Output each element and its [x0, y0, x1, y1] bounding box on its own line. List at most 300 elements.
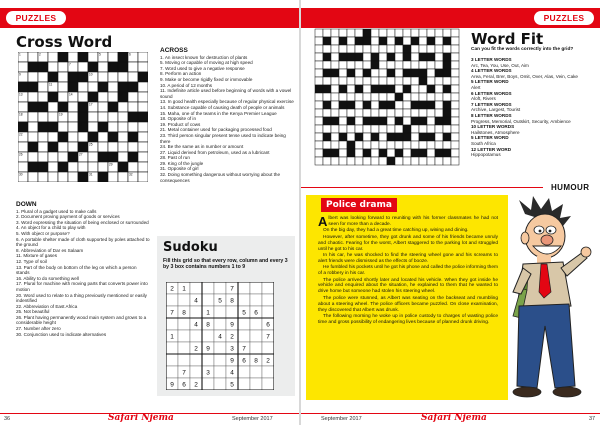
word-group-words: Progress, Memorial, Outskirt, Security, Ambience — [471, 118, 571, 124]
story-text — [318, 216, 498, 326]
clue-item: 13. Part of the body on bottom of the leg on which a person stands — [16, 264, 137, 276]
wordfit-cell — [411, 77, 419, 85]
crossword-cell — [118, 62, 128, 72]
wordfit-cell — [363, 37, 371, 45]
wordfit-subtitle: Can you fit the words correctly into the grid? — [471, 47, 574, 52]
crossword-cell — [138, 62, 148, 72]
wordfit-cell — [371, 101, 379, 109]
crossword-cell — [98, 162, 108, 172]
wordfit-cell — [347, 93, 355, 101]
wordfit-cell — [435, 61, 443, 69]
wordfit-cell — [387, 117, 395, 125]
crossword-cell — [78, 102, 88, 112]
wordfit-cell — [435, 149, 443, 157]
wordfit-cell — [451, 157, 459, 165]
sudoku-cell — [250, 318, 262, 330]
wordfit-cell — [403, 45, 411, 53]
wordfit-cell — [323, 61, 331, 69]
wordfit-cell — [355, 53, 363, 61]
wordfit-cell — [379, 157, 387, 165]
word-group-heading: 3 LETTER WORDS — [471, 57, 512, 62]
wordfit-cell — [387, 37, 395, 45]
wordfit-cell — [331, 29, 339, 37]
word-group-heading: 12 LETTER WORD — [471, 146, 512, 152]
wordfit-cell — [435, 117, 443, 125]
wordfit-cell — [347, 149, 355, 157]
wordfit-cell — [315, 85, 323, 93]
wordfit-cell — [339, 61, 347, 69]
wordfit-cell — [403, 53, 411, 61]
wordfit-cell — [411, 45, 419, 53]
clue-item: 15. Maha, one of the teams in the Kenya Premier League — [160, 110, 277, 116]
crossword-cell — [118, 172, 128, 182]
crossword-cell — [108, 142, 118, 152]
wordfit-cell — [403, 117, 411, 125]
clue-item: 23. Third person singular present tense used to indicate being there — [160, 132, 286, 144]
crossword-cell — [98, 172, 108, 182]
crossword-cell — [118, 132, 128, 142]
wordfit-cell — [355, 61, 363, 69]
crossword-cell — [28, 142, 38, 152]
wordfit-cell — [451, 37, 459, 45]
sudoku-digit: 7 — [170, 309, 174, 317]
crossword-cell — [28, 162, 38, 172]
crossword-cell — [28, 132, 38, 142]
wordfit-cell — [363, 69, 371, 77]
sudoku-digit: 1 — [206, 309, 210, 317]
crossword-cell — [88, 62, 98, 72]
wordfit-cell — [323, 125, 331, 133]
across-clues — [160, 48, 294, 183]
sudoku-digit: 5 — [230, 381, 234, 389]
wordfit-cell — [355, 77, 363, 85]
crossword-cell — [68, 102, 78, 112]
wordfit-cell — [379, 141, 387, 149]
wordfit-cell — [363, 45, 371, 53]
crossword-cell — [138, 82, 148, 92]
wordfit-grid[interactable] — [314, 28, 464, 174]
across-heading: ACROSS — [160, 47, 188, 54]
wordfit-cell — [339, 85, 347, 93]
humour-label: HUMOUR — [551, 183, 590, 192]
clue-item: 27. Number after zero — [16, 326, 61, 332]
sudoku-cell — [202, 282, 214, 294]
wordfit-cell — [355, 29, 363, 37]
sudoku-cell — [214, 282, 226, 294]
crossword-cell — [118, 72, 128, 82]
wordfit-cell — [339, 133, 347, 141]
wordfit-cell — [451, 93, 459, 101]
sudoku-cell — [250, 330, 262, 342]
wordfit-cell — [315, 53, 323, 61]
wordfit-cell — [339, 157, 347, 165]
wordfit-cell — [315, 117, 323, 125]
crossword-clue-number: 3 — [59, 52, 61, 57]
wordfit-cell — [451, 45, 459, 53]
wordfit-cell — [371, 109, 379, 117]
crossword-cell — [128, 162, 138, 172]
wordfit-cell — [451, 125, 459, 133]
word-group-heading: 5 LETTER WORD — [471, 79, 509, 85]
crossword-cell — [38, 152, 48, 162]
crossword-cell — [28, 82, 38, 92]
wordfit-cell — [331, 133, 339, 141]
wordfit-cell — [435, 157, 443, 165]
wordfit-cell — [379, 133, 387, 141]
sudoku-cell — [190, 282, 202, 294]
clue-item: 20. Word used to relate to a thing previously mentioned or easily indentified — [16, 292, 147, 304]
wordfit-cell — [331, 117, 339, 125]
sudoku-cell — [214, 306, 226, 318]
wordfit-cell — [395, 117, 403, 125]
crossword-cell — [88, 122, 98, 132]
story-title: Police drama — [321, 198, 397, 212]
wordfit-cell — [355, 45, 363, 53]
wordfit-cell — [379, 101, 387, 109]
wordfit-cell — [339, 117, 347, 125]
crossword-cell — [58, 72, 68, 82]
wordfit-cell — [315, 45, 323, 53]
sudoku-digit: 9 — [230, 321, 234, 329]
wordfit-cell — [331, 45, 339, 53]
wordfit-cell — [355, 109, 363, 117]
story-paragraph: On the big day, they had a great time catching up, wining and dining. — [323, 228, 469, 234]
wordfit-cell — [363, 61, 371, 69]
crossword-cell — [128, 132, 138, 142]
wordfit-cell — [315, 109, 323, 117]
crossword-clue-number: 4 — [79, 52, 81, 57]
wordfit-cell — [371, 133, 379, 141]
wordfit-cell — [387, 61, 395, 69]
crossword-cell — [88, 162, 98, 172]
wordfit-cell — [419, 133, 427, 141]
wordfit-cell — [435, 125, 443, 133]
clue-item: 21. Metal container used for packaging processed food — [160, 127, 272, 133]
wordfit-cell — [387, 101, 395, 109]
wordfit-cell — [411, 141, 419, 149]
wordfit-cell — [403, 93, 411, 101]
sudoku-cell — [166, 366, 178, 378]
clue-item: 31. Opposite of girl — [160, 166, 199, 172]
crossword-cell — [138, 142, 148, 152]
crossword-cell — [28, 172, 38, 182]
sudoku-digit: 2 — [230, 333, 234, 341]
wordfit-cell — [443, 125, 451, 133]
crossword-cell — [28, 112, 38, 122]
crossword-clue-number: 13 — [19, 92, 23, 97]
wordfit-cell — [395, 53, 403, 61]
wordfit-cell — [451, 109, 459, 117]
wordfit-cell — [403, 109, 411, 117]
wordfit-cell — [395, 101, 403, 109]
sudoku-cell — [190, 330, 202, 342]
wordfit-cell — [323, 149, 331, 157]
wordfit-cell — [395, 109, 403, 117]
wordfit-cell — [355, 149, 363, 157]
wordfit-cell — [427, 85, 435, 93]
wordfit-cell — [387, 69, 395, 77]
story-paragraph: The following morning he woke up in police custody to charges of wasting police time and gross possibility of endangering lives because of planned drunk driving. — [318, 314, 498, 325]
sudoku-digit: 2 — [266, 357, 270, 365]
crossword-clue-number: 30 — [19, 172, 23, 177]
wordfit-cell — [451, 117, 459, 125]
crossword-cell — [108, 122, 118, 132]
wordfit-cell — [363, 85, 371, 93]
wordfit-cell — [379, 69, 387, 77]
wordfit-cell — [355, 117, 363, 125]
crossword-cell — [18, 82, 28, 92]
wordfit-cell — [339, 37, 347, 45]
wordfit-cell — [443, 149, 451, 157]
wordfit-cell — [435, 109, 443, 117]
crossword-cell — [78, 62, 88, 72]
wordfit-cell — [427, 61, 435, 69]
sudoku-cell — [262, 294, 274, 306]
section-label: PUZZLES — [534, 11, 594, 25]
wordfit-cell — [411, 149, 419, 157]
wordfit-cell — [363, 133, 371, 141]
crossword-cell — [38, 82, 48, 92]
crossword-grid[interactable] — [18, 52, 148, 182]
sudoku-title: Sudoku — [163, 240, 218, 255]
sudoku-cell — [202, 330, 214, 342]
crossword-cell — [28, 92, 38, 102]
wordfit-cell — [355, 157, 363, 165]
wordfit-cell — [355, 93, 363, 101]
wordfit-cell — [427, 37, 435, 45]
wordfit-cell — [419, 117, 427, 125]
wordfit-cell — [403, 69, 411, 77]
wordfit-cell — [347, 69, 355, 77]
wordfit-cell — [363, 29, 371, 37]
section-label: PUZZLES — [6, 11, 66, 25]
wordfit-cell — [379, 29, 387, 37]
crossword-cell — [138, 122, 148, 132]
clue-item: 2. Document proving payment of goods or services — [16, 214, 120, 220]
crossword-cell — [58, 102, 68, 112]
clue-item: 14. Substance capable of causing death of people or animals — [160, 104, 285, 110]
crossword-cell — [128, 122, 138, 132]
issue-date: September 2017 — [232, 416, 273, 422]
sudoku-cell — [190, 306, 202, 318]
wordfit-cell — [371, 77, 379, 85]
wordfit-cell — [371, 93, 379, 101]
sudoku-cell — [166, 342, 178, 354]
drunk-man-cartoon — [497, 196, 600, 406]
clue-item: 25. Not beautiful — [16, 309, 50, 315]
wordfit-cell — [347, 61, 355, 69]
page-number: 36 — [4, 416, 11, 422]
wordfit-cell — [403, 133, 411, 141]
crossword-cell — [138, 132, 148, 142]
crossword-cell — [18, 62, 28, 72]
crossword-cell — [88, 52, 98, 62]
crossword-cell — [88, 112, 98, 122]
crossword-clue-number: 21 — [79, 122, 83, 127]
wordfit-cell — [371, 117, 379, 125]
crossword-cell — [28, 152, 38, 162]
wordfit-cell — [371, 85, 379, 93]
wordfit-cell — [427, 125, 435, 133]
crossword-cell — [138, 102, 148, 112]
crossword-cell — [58, 122, 68, 132]
crossword-cell — [38, 162, 48, 172]
issue-date: September 2017 — [321, 416, 362, 422]
wordfit-cell — [411, 125, 419, 133]
wordfit-cell — [427, 29, 435, 37]
wordfit-cell — [331, 53, 339, 61]
sudoku-grid[interactable] — [166, 282, 274, 390]
crossword-cell — [108, 52, 118, 62]
story-paragraph: The police were stunned, as Albert was seating on the backseat and mumbling about a steering wheel. The police officers became puzzled. On close examination, they discovered that Albert was drunk. — [318, 295, 498, 313]
wordfit-cell — [323, 157, 331, 165]
crossword-clue-number: 24 — [49, 142, 53, 147]
crossword-clue-number: 23 — [109, 132, 113, 137]
crossword-cell — [18, 142, 28, 152]
wordfit-cell — [355, 69, 363, 77]
sudoku-cell — [166, 318, 178, 330]
crossword-cell — [98, 132, 108, 142]
crossword-clue-number: 8 — [109, 62, 111, 67]
wordfit-cell — [379, 149, 387, 157]
sudoku-cell — [238, 330, 250, 342]
crossword-cell — [138, 152, 148, 162]
wordfit-cell — [427, 157, 435, 165]
crossword-cell — [98, 122, 108, 132]
wordfit-cell — [443, 117, 451, 125]
wordfit-cell — [387, 133, 395, 141]
wordfit-word-list — [471, 57, 596, 158]
crossword-cell — [38, 62, 48, 72]
wordfit-cell — [323, 117, 331, 125]
sudoku-cell — [202, 378, 214, 390]
wordfit-cell — [363, 93, 371, 101]
wordfit-cell — [315, 157, 323, 165]
wordfit-cell — [371, 45, 379, 53]
wordfit-title: Word Fit — [471, 30, 544, 48]
sudoku-cell — [178, 354, 190, 366]
crossword-cell — [48, 92, 58, 102]
crossword-cell — [98, 112, 108, 122]
clue-item: 18. Opposite of in — [160, 116, 197, 122]
crossword-clue-number: 18 — [19, 112, 23, 117]
wordfit-cell — [339, 69, 347, 77]
wordfit-cell — [411, 53, 419, 61]
wordfit-cell — [435, 45, 443, 53]
wordfit-cell — [427, 69, 435, 77]
wordfit-cell — [411, 85, 419, 93]
word-group-words: Hailstones, Atmosphere — [471, 129, 520, 135]
sudoku-digit: 3 — [206, 369, 210, 377]
crossword-cell — [18, 122, 28, 132]
wordfit-cell — [379, 85, 387, 93]
sudoku-digit: 3 — [230, 345, 234, 353]
crossword-cell — [48, 52, 58, 62]
crossword-cell — [88, 82, 98, 92]
wordfit-cell — [371, 125, 379, 133]
crossword-cell — [138, 162, 148, 172]
crossword-clue-number: 28 — [59, 162, 63, 167]
clue-item: 32. Doing something dangerous without worrying about the consequences — [160, 172, 281, 183]
wordfit-cell — [331, 61, 339, 69]
wordfit-cell — [419, 101, 427, 109]
sudoku-digit: 9 — [230, 357, 234, 365]
word-group-words: Arc, Tea, You, Use, Out, Aim — [471, 62, 529, 68]
sudoku-cell — [214, 354, 226, 366]
wordfit-cell — [395, 61, 403, 69]
wordfit-cell — [395, 141, 403, 149]
wordfit-cell — [315, 125, 323, 133]
wordfit-cell — [403, 29, 411, 37]
crossword-cell — [108, 112, 118, 122]
story-paragraph: However, after sometime, they got drunk and some of his friends became unruly and chaotic. Fearing for the worst, Albert staggered to the parking lot and struggled until he got to his car. — [318, 234, 498, 252]
crossword-cell — [28, 72, 38, 82]
wordfit-cell — [347, 141, 355, 149]
wordfit-cell — [403, 141, 411, 149]
sudoku-digit: 5 — [242, 309, 246, 317]
crossword-cell — [38, 92, 48, 102]
wordfit-cell — [395, 125, 403, 133]
wordfit-cell — [395, 93, 403, 101]
wordfit-cell — [435, 29, 443, 37]
wordfit-cell — [427, 141, 435, 149]
wordfit-cell — [395, 149, 403, 157]
word-group-heading: 5 LETTER WORD — [471, 135, 509, 141]
crossword-cell — [28, 62, 38, 72]
wordfit-cell — [387, 157, 395, 165]
wordfit-cell — [323, 77, 331, 85]
wordfit-cell — [331, 69, 339, 77]
wordfit-cell — [395, 69, 403, 77]
wordfit-cell — [387, 109, 395, 117]
crossword-cell — [118, 102, 128, 112]
sudoku-cell — [202, 294, 214, 306]
crossword-cell — [128, 72, 138, 82]
wordfit-cell — [371, 141, 379, 149]
wordfit-cell — [387, 125, 395, 133]
wordfit-cell — [403, 149, 411, 157]
wordfit-cell — [443, 29, 451, 37]
wordfit-cell — [411, 117, 419, 125]
right-page — [301, 0, 600, 425]
wordfit-cell — [435, 85, 443, 93]
sudoku-digit: 8 — [254, 357, 258, 365]
crossword-cell — [78, 142, 88, 152]
wordfit-cell — [443, 157, 451, 165]
wordfit-cell — [435, 93, 443, 101]
crossword-clue-number: 19 — [59, 112, 63, 117]
sudoku-cell — [262, 342, 274, 354]
clue-item: 1. Plural of a gadget used to make calls — [16, 208, 97, 214]
wordfit-cell — [339, 125, 347, 133]
word-group-heading: 4 LETTER WORDS — [471, 68, 512, 74]
wordfit-cell — [395, 157, 403, 165]
wordfit-cell — [411, 157, 419, 165]
crossword-cell — [128, 112, 138, 122]
crossword-clue-number: 27 — [79, 152, 83, 157]
crossword-cell — [58, 172, 68, 182]
crossword-clue-number: 22 — [19, 132, 23, 137]
sudoku-digit: 6 — [266, 321, 270, 329]
wordfit-cell — [331, 85, 339, 93]
wordfit-cell — [347, 125, 355, 133]
crossword-cell — [68, 82, 78, 92]
wordfit-cell — [427, 109, 435, 117]
crossword-cell — [108, 152, 118, 162]
crossword-cell — [78, 92, 88, 102]
wordfit-cell — [323, 37, 331, 45]
sudoku-digit: 8 — [182, 309, 186, 317]
